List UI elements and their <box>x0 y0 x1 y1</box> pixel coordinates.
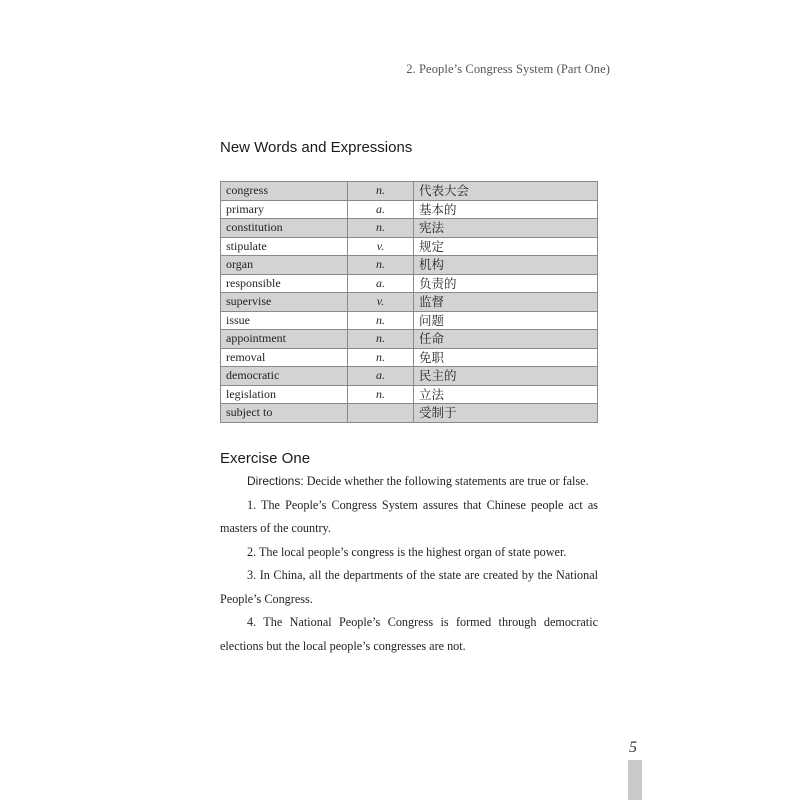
exercise-heading: Exercise One <box>220 450 311 467</box>
word-cell: supervise <box>221 293 348 312</box>
table-row <box>221 367 598 386</box>
table-row <box>221 330 598 349</box>
word-cell: primary <box>221 200 348 219</box>
pos-cell: a. <box>348 274 414 293</box>
pos-cell: a. <box>348 367 414 386</box>
meaning-cell: 问题 <box>414 311 598 330</box>
vocabulary-table <box>220 181 598 423</box>
word-cell: congress <box>221 182 348 201</box>
meaning-cell: 受制于 <box>414 404 598 423</box>
directions-label: Directions: <box>247 474 304 488</box>
word-cell: organ <box>221 256 348 275</box>
directions-paragraph <box>220 470 598 494</box>
table-row <box>221 348 598 367</box>
word-cell: stipulate <box>221 237 348 256</box>
pos-cell: n. <box>348 219 414 238</box>
word-cell: appointment <box>221 330 348 349</box>
meaning-cell: 代表大会 <box>414 182 598 201</box>
meaning-cell: 宪法 <box>414 219 598 238</box>
meaning-cell: 负责的 <box>414 274 598 293</box>
meaning-cell: 任命 <box>414 330 598 349</box>
word-cell: removal <box>221 348 348 367</box>
meaning-cell: 民主的 <box>414 367 598 386</box>
pos-cell: n. <box>348 256 414 275</box>
pos-cell: v. <box>348 293 414 312</box>
vocabulary-heading: New Words and Expressions <box>220 139 413 156</box>
meaning-cell: 机构 <box>414 256 598 275</box>
pos-cell: n. <box>348 330 414 349</box>
table-row <box>221 182 598 201</box>
table-row <box>221 404 598 423</box>
table-row <box>221 274 598 293</box>
word-cell: constitution <box>221 219 348 238</box>
page-edge-tab <box>628 760 642 800</box>
table-row <box>221 219 598 238</box>
table-row <box>221 385 598 404</box>
directions-text: Decide whether the following statements are true or false. <box>303 474 589 488</box>
meaning-cell: 立法 <box>414 385 598 404</box>
table-row <box>221 200 598 219</box>
word-cell: legislation <box>221 385 348 404</box>
exercise-body <box>220 470 598 658</box>
pos-cell: n. <box>348 311 414 330</box>
table-row <box>221 256 598 275</box>
meaning-cell: 监督 <box>414 293 598 312</box>
table-row <box>221 293 598 312</box>
pos-cell: n. <box>348 182 414 201</box>
meaning-cell: 规定 <box>414 237 598 256</box>
statement-2: 2. The local people’s congress is the highest organ of state power. <box>247 544 567 559</box>
running-header: 2. People’s Congress System (Part One) <box>406 62 610 76</box>
table-row <box>221 311 598 330</box>
pos-cell <box>348 404 414 423</box>
statement-3: 3. In China, all the departments of the state are created by the National People’s Congress. <box>220 568 598 606</box>
statement-1: 1. The People’s Congress System assures that Chinese people act as masters of the country. <box>220 497 598 535</box>
meaning-cell: 免职 <box>414 348 598 367</box>
pos-cell: a. <box>348 200 414 219</box>
pos-cell: v. <box>348 237 414 256</box>
pos-cell: n. <box>348 348 414 367</box>
pos-cell: n. <box>348 385 414 404</box>
word-cell: responsible <box>221 274 348 293</box>
page-number: 5 <box>629 739 637 756</box>
meaning-cell: 基本的 <box>414 200 598 219</box>
word-cell: subject to <box>221 404 348 423</box>
word-cell: democratic <box>221 367 348 386</box>
statement-4: 4. The National People’s Congress is formed through democratic elections but the local people’s congresses are not. <box>220 615 598 653</box>
table-row <box>221 237 598 256</box>
word-cell: issue <box>221 311 348 330</box>
